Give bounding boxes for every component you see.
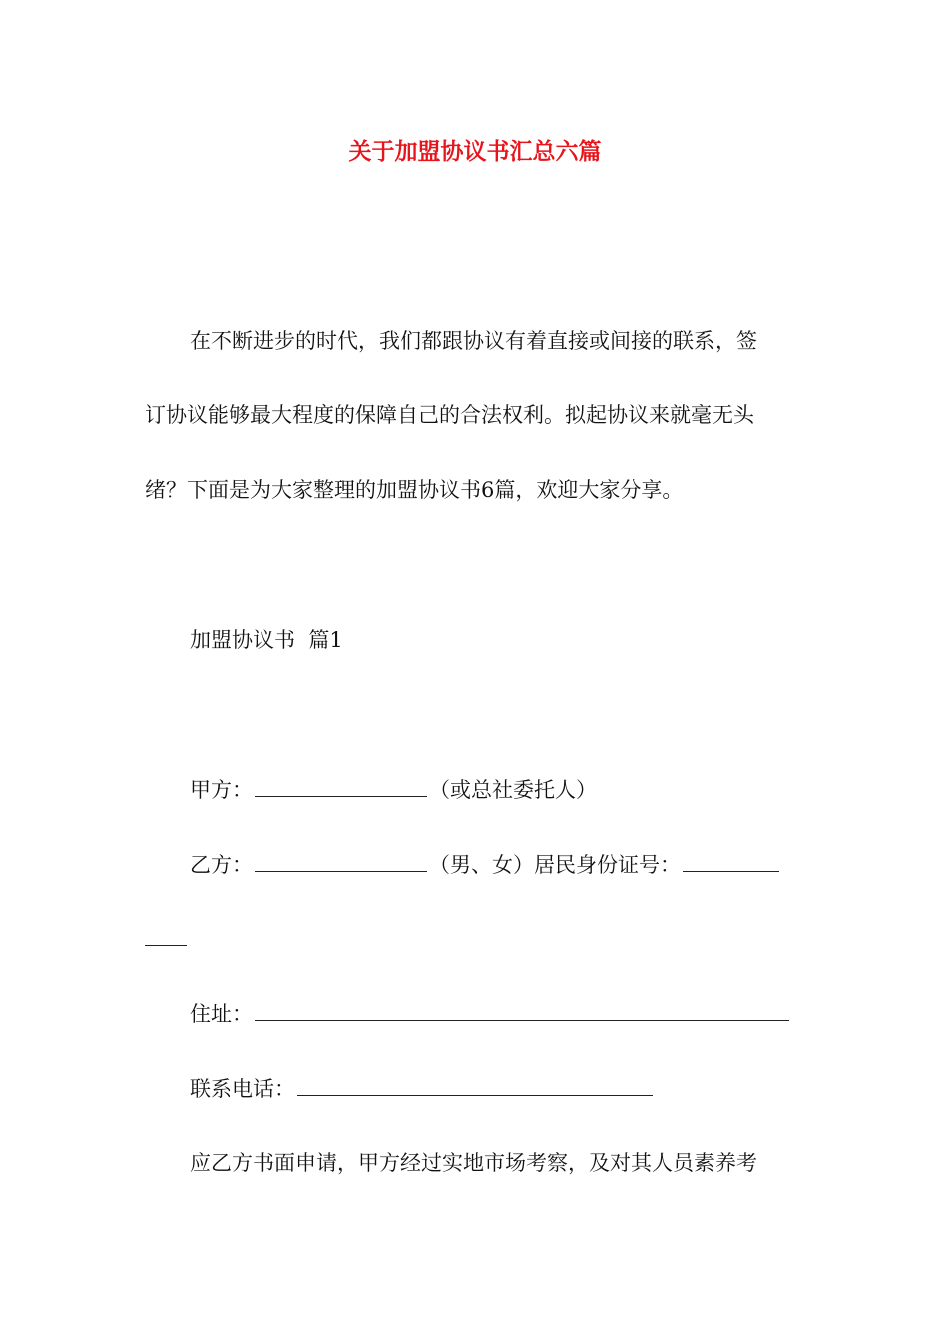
id-number-blank-cont (145, 923, 187, 946)
phone-label: 联系电话： (190, 1077, 295, 1101)
address-label: 住址： (190, 1002, 253, 1026)
document-title: 关于加盟协议书汇总六篇 (348, 138, 602, 165)
party-b-blank (255, 849, 427, 872)
intro-line-3: 绪？下面是为大家整理的加盟协议书6篇，欢迎大家分享。 (145, 478, 684, 502)
party-b-row (190, 849, 855, 880)
address-blank (255, 998, 789, 1021)
section-heading: 加盟协议书 篇1 (190, 628, 343, 652)
party-a-row (190, 774, 855, 805)
phone-blank (297, 1073, 653, 1096)
party-b-label: 乙方： (190, 853, 253, 877)
party-b-note: （男、女）居民身份证号： (429, 853, 681, 877)
intro-line-2: 订协议能够最大程度的保障自己的合法权利。拟起协议来就毫无头 (145, 403, 754, 427)
party-a-blank (255, 774, 427, 797)
party-a-label: 甲方： (190, 778, 253, 802)
body-line-1: 应乙方书面申请，甲方经过实地市场考察，及对其人员素养考 (190, 1151, 757, 1175)
party-a-note: （或总社委托人） (429, 778, 597, 802)
id-number-continuation (145, 923, 810, 954)
id-number-blank (683, 849, 779, 872)
intro-line-1: 在不断进步的时代，我们都跟协议有着直接或间接的联系，签 (190, 329, 757, 353)
phone-row (190, 1073, 855, 1104)
address-row (190, 998, 855, 1029)
